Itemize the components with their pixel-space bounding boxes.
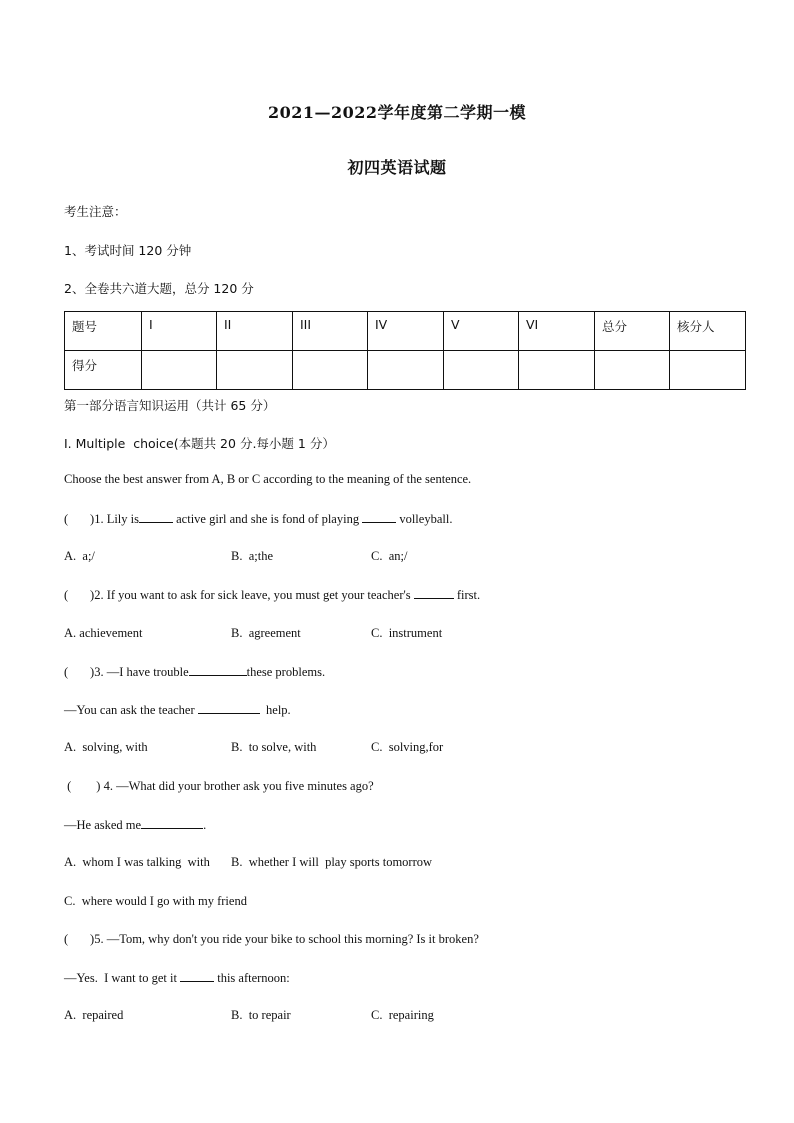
- q2-option-c: C. instrument: [371, 626, 443, 640]
- notice-item-time: 1、考试时间 120 分钟: [64, 243, 192, 258]
- answer-blank[interactable]: [139, 511, 173, 523]
- score-table-cell[interactable]: [444, 351, 519, 390]
- score-table-cell: IV: [368, 312, 444, 351]
- q4-reply-a: —He asked me: [64, 818, 142, 832]
- answer-blank[interactable]: [414, 587, 454, 599]
- q5-reply-b: this afternoon:: [214, 971, 290, 985]
- q5-reply-a: —Yes. I want to get it: [64, 971, 181, 985]
- score-table-cell: 得分: [65, 351, 142, 390]
- question-5-stem: ( )5. —Tom, why don't you ride your bike to school this morning? Is it broken?: [64, 932, 479, 946]
- score-table-cell[interactable]: [142, 351, 217, 390]
- score-table-cell: VI: [519, 312, 595, 351]
- q1-part-a: ( )1. Lily is: [64, 512, 139, 526]
- q4-option-c: C. where would I go with my friend: [64, 894, 247, 908]
- notice-item-total: 2、全卷共六道大题，总分 120 分: [64, 281, 254, 296]
- score-table-cell: V: [444, 312, 519, 351]
- score-table-cell: 核分人: [670, 312, 746, 351]
- question-5-reply: [64, 970, 290, 986]
- q1-part-c: volleyball.: [396, 512, 453, 526]
- question-3-stem: [64, 664, 325, 680]
- q2-option-a: A. achievement: [64, 626, 143, 640]
- score-table-cell[interactable]: [368, 351, 444, 390]
- exam-subtitle: 初四英语试题: [347, 158, 447, 177]
- score-table-cell[interactable]: [293, 351, 368, 390]
- score-table-cell: 题号: [65, 312, 142, 351]
- score-table-cell[interactable]: [217, 351, 293, 390]
- q5-option-c: C. repairing: [371, 1008, 434, 1022]
- answer-blank[interactable]: [362, 511, 396, 523]
- question-1-stem: [64, 511, 452, 527]
- q5-option-a: A. repaired: [64, 1008, 124, 1022]
- answer-blank[interactable]: [180, 970, 214, 982]
- q3-part-b: these problems.: [246, 665, 326, 679]
- section-instruction: Choose the best answer from A, B or C according to the meaning of the sentence.: [64, 472, 472, 486]
- q1-option-b: B. a;the: [231, 549, 274, 563]
- q2-part-b: first.: [453, 588, 481, 602]
- score-table-cell: III: [293, 312, 368, 351]
- q1-option-a: A. a;/: [64, 549, 95, 563]
- score-table-cell: II: [217, 312, 293, 351]
- score-table-cell: 总分: [595, 312, 670, 351]
- score-table-score-row: [65, 351, 746, 390]
- q1-part-b: active girl and she is fond of playing: [173, 512, 363, 526]
- score-table-header-row: [65, 312, 746, 351]
- q4-option-b: B. whether I will play sports tomorrow: [231, 855, 433, 869]
- question-3-reply: [64, 702, 291, 718]
- question-4-stem: ( ) 4. —What did your brother ask you five minutes ago?: [64, 779, 374, 793]
- score-table-cell[interactable]: [670, 351, 746, 390]
- score-table: [64, 311, 746, 390]
- score-table-cell[interactable]: [595, 351, 670, 390]
- q3-reply-a: —You can ask the teacher: [64, 703, 198, 717]
- answer-blank[interactable]: [198, 702, 260, 714]
- q1-option-c: C. an;/: [371, 549, 408, 563]
- section-title: I. Multiple choice(本题共 20 分.每小题 1 分）: [64, 436, 335, 451]
- exam-title: 2021—2022学年度第二学期一模: [267, 103, 527, 122]
- q3-option-b: B. to solve, with: [231, 740, 317, 754]
- q5-option-b: B. to repair: [231, 1008, 291, 1022]
- answer-blank[interactable]: [141, 817, 203, 829]
- q2-part-a: ( )2. If you want to ask for sick leave, you must get your teacher's: [64, 588, 414, 602]
- q3-part-a: ( )3. —I have trouble: [64, 665, 189, 679]
- score-table-cell: I: [142, 312, 217, 351]
- question-4-reply: [64, 817, 206, 833]
- score-table-cell[interactable]: [519, 351, 595, 390]
- part1-heading: 第一部分语言知识运用（共计 65 分）: [64, 398, 276, 413]
- notice-heading: 考生注意：: [64, 204, 127, 219]
- answer-blank[interactable]: [189, 664, 247, 676]
- q3-option-c: C. solving,for: [371, 740, 444, 754]
- q4-option-a: A. whom I was talking with: [64, 855, 210, 869]
- q4-reply-b: .: [203, 818, 207, 832]
- question-2-stem: [64, 587, 480, 603]
- q2-option-b: B. agreement: [231, 626, 301, 640]
- q3-option-a: A. solving, with: [64, 740, 148, 754]
- q3-reply-b: help.: [259, 703, 291, 717]
